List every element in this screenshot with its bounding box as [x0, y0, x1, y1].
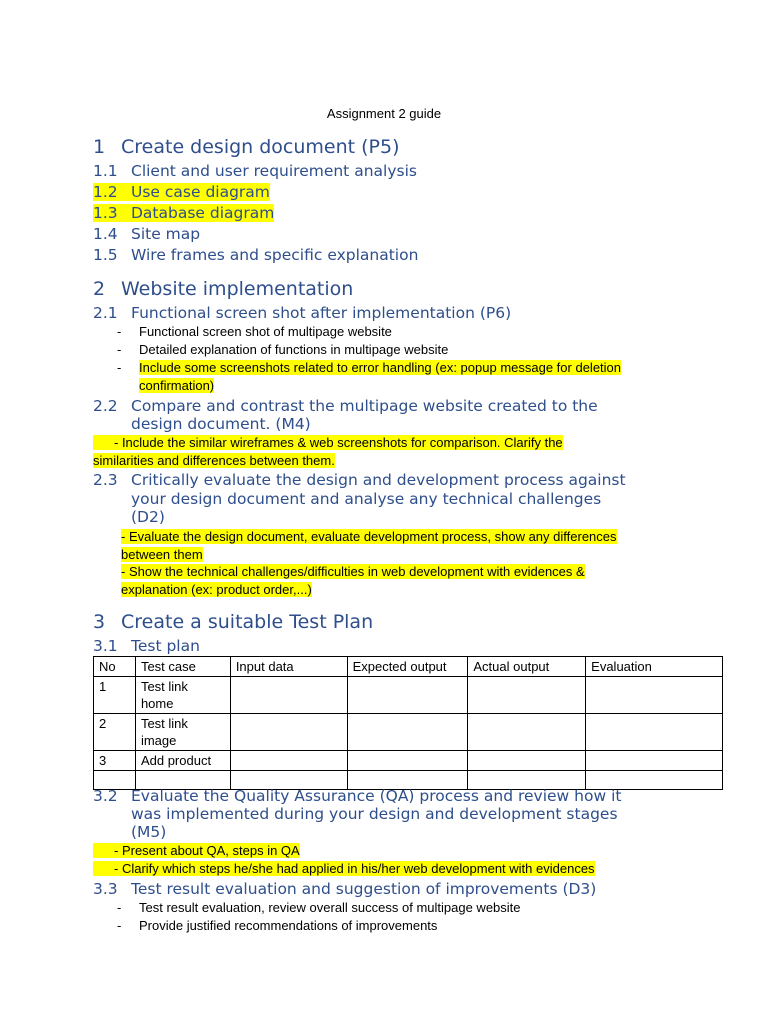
bullet-dash: -	[117, 900, 122, 915]
subsection-title: Database diagram	[131, 204, 275, 222]
bullet-dash: -	[117, 342, 122, 357]
table-cell	[347, 751, 468, 771]
table-row	[94, 677, 723, 714]
bullet-text: Detailed explanation of functions in multipage website	[139, 342, 449, 357]
cell-text: image	[140, 733, 177, 748]
table-header-cell: Actual output	[468, 657, 586, 677]
subsection-2-2-continued: design document. (M4)	[131, 415, 311, 433]
subsection-number: 3.3	[93, 880, 118, 898]
table-row	[94, 714, 723, 751]
table-header-cell: No	[94, 657, 136, 677]
subsection-2-1	[93, 304, 511, 322]
bullet-item	[117, 899, 521, 917]
section-title: Create a suitable Test Plan	[121, 611, 374, 633]
table-cell	[586, 714, 723, 751]
table-cell-test-case: Add product	[135, 751, 230, 771]
bullet-item-highlighted	[117, 359, 622, 395]
table-cell	[586, 751, 723, 771]
table-cell	[347, 677, 468, 714]
highlighted-note	[121, 528, 617, 564]
table-cell	[586, 677, 723, 714]
subsection-3-2-line2: was implemented during your design and development stages	[131, 805, 618, 823]
subsection-title: Site map	[131, 225, 201, 243]
test-plan-table	[93, 656, 723, 790]
note-text: - Show the technical challenges/difficulties in web development with evidences &	[121, 564, 585, 579]
bullet-item	[117, 341, 449, 359]
subsection-title: Test result evaluation and suggestion of improvements (D3)	[131, 880, 597, 898]
subsection-title: Compare and contrast the multipage website created to the	[131, 397, 598, 415]
subsection-number: 2.2	[93, 397, 118, 415]
subsection-number: 1.4	[93, 225, 118, 243]
section-title: Create design document (P5)	[121, 136, 400, 158]
subsection-2-2	[93, 397, 598, 415]
bullet-text: Test result evaluation, review overall success of multipage website	[139, 900, 521, 915]
note-text-continued: between them	[121, 547, 203, 562]
subsection-title: Test plan	[131, 637, 200, 655]
subsection-3-3	[93, 880, 596, 898]
subsection-3-2-line3: (M5)	[131, 823, 167, 841]
note-text: - Clarify which steps he/she had applied in his/her web development with evidences	[93, 861, 595, 876]
subsection-2-3-line3: (D2)	[131, 508, 165, 526]
table-header-cell: Test case	[135, 657, 230, 677]
note-text: - Present about QA, steps in QA	[93, 843, 300, 858]
table-cell	[230, 751, 347, 771]
highlighted-note	[93, 842, 300, 860]
table-cell	[468, 677, 586, 714]
table-cell-no: 1	[94, 677, 136, 714]
subsection-2-3-line2: your design document and analyse any technical challenges	[131, 490, 602, 508]
subsection-title: Critically evaluate the design and development process against	[131, 471, 626, 489]
subsection-number: 2.3	[93, 471, 118, 489]
highlighted-note	[121, 563, 585, 599]
highlighted-note	[93, 860, 595, 878]
subsection-title: Use case diagram	[131, 183, 270, 201]
subsection-1-1	[93, 162, 417, 180]
subsection-title: Wire frames and specific explanation	[131, 246, 419, 264]
subsection-2-3	[93, 471, 626, 489]
section-1-heading	[93, 136, 400, 158]
table-row	[94, 751, 723, 771]
section-number: 1	[93, 136, 106, 158]
table-header-cell: Input data	[230, 657, 347, 677]
subsection-1-5	[93, 246, 418, 264]
section-2-heading	[93, 278, 353, 300]
table-cell	[230, 677, 347, 714]
subsection-3-1	[93, 637, 200, 655]
cell-text: home	[140, 696, 174, 711]
subsection-1-2	[93, 183, 270, 201]
bullet-dash: -	[117, 324, 122, 339]
table-cell-test-case	[135, 714, 230, 751]
subsection-number: 3.1	[93, 637, 118, 655]
bullet-text: Include some screenshots related to error handling (ex: popup message for deletion	[139, 360, 622, 375]
subsection-number: 1.3	[93, 204, 118, 222]
section-number: 3	[93, 611, 106, 633]
table-cell	[230, 714, 347, 751]
subsection-number: 1.2	[93, 183, 118, 201]
table-cell-no: 3	[94, 751, 136, 771]
note-text: - Include the similar wireframes & web screenshots for comparison. Clarify the	[93, 435, 563, 450]
table-cell-test-case	[135, 677, 230, 714]
section-3-heading	[93, 611, 373, 633]
subsection-1-4	[93, 225, 200, 243]
bullet-dash: -	[117, 360, 122, 375]
table-header-row	[94, 657, 723, 677]
bullet-dash: -	[117, 918, 122, 933]
subsection-title: Functional screen shot after implementation (P6)	[131, 304, 512, 322]
section-title: Website implementation	[121, 278, 354, 300]
bullet-item	[117, 917, 438, 935]
cell-text: Test link	[140, 679, 188, 694]
table-header-cell: Expected output	[347, 657, 468, 677]
bullet-item	[117, 323, 392, 341]
subsection-title: Client and user requirement analysis	[131, 162, 417, 180]
bullet-text: Functional screen shot of multipage website	[139, 324, 392, 339]
subsection-number: 1.5	[93, 246, 118, 264]
section-number: 2	[93, 278, 106, 300]
table-cell-no: 2	[94, 714, 136, 751]
document-title: Assignment 2 guide	[326, 106, 442, 121]
subsection-title: Evaluate the Quality Assurance (QA) process and review how it	[131, 787, 622, 805]
table-cell	[347, 714, 468, 751]
subsection-1-3	[93, 204, 274, 222]
note-text: - Evaluate the design document, evaluate development process, show any differences	[121, 529, 617, 544]
subsection-number: 2.1	[93, 304, 118, 322]
cell-text: Test link	[140, 716, 188, 731]
bullet-text: Provide justified recommendations of improvements	[139, 918, 438, 933]
subsection-number: 1.1	[93, 162, 118, 180]
table-header-cell: Evaluation	[586, 657, 723, 677]
table-cell	[468, 714, 586, 751]
note-text-continued: explanation (ex: product order,...)	[121, 582, 312, 597]
highlighted-note	[93, 434, 563, 470]
subsection-number: 3.2	[93, 787, 118, 805]
table-cell	[468, 751, 586, 771]
subsection-3-2	[93, 787, 621, 805]
bullet-text-continued: confirmation)	[139, 378, 215, 393]
note-text-continued: similarities and differences between them.	[93, 453, 335, 468]
